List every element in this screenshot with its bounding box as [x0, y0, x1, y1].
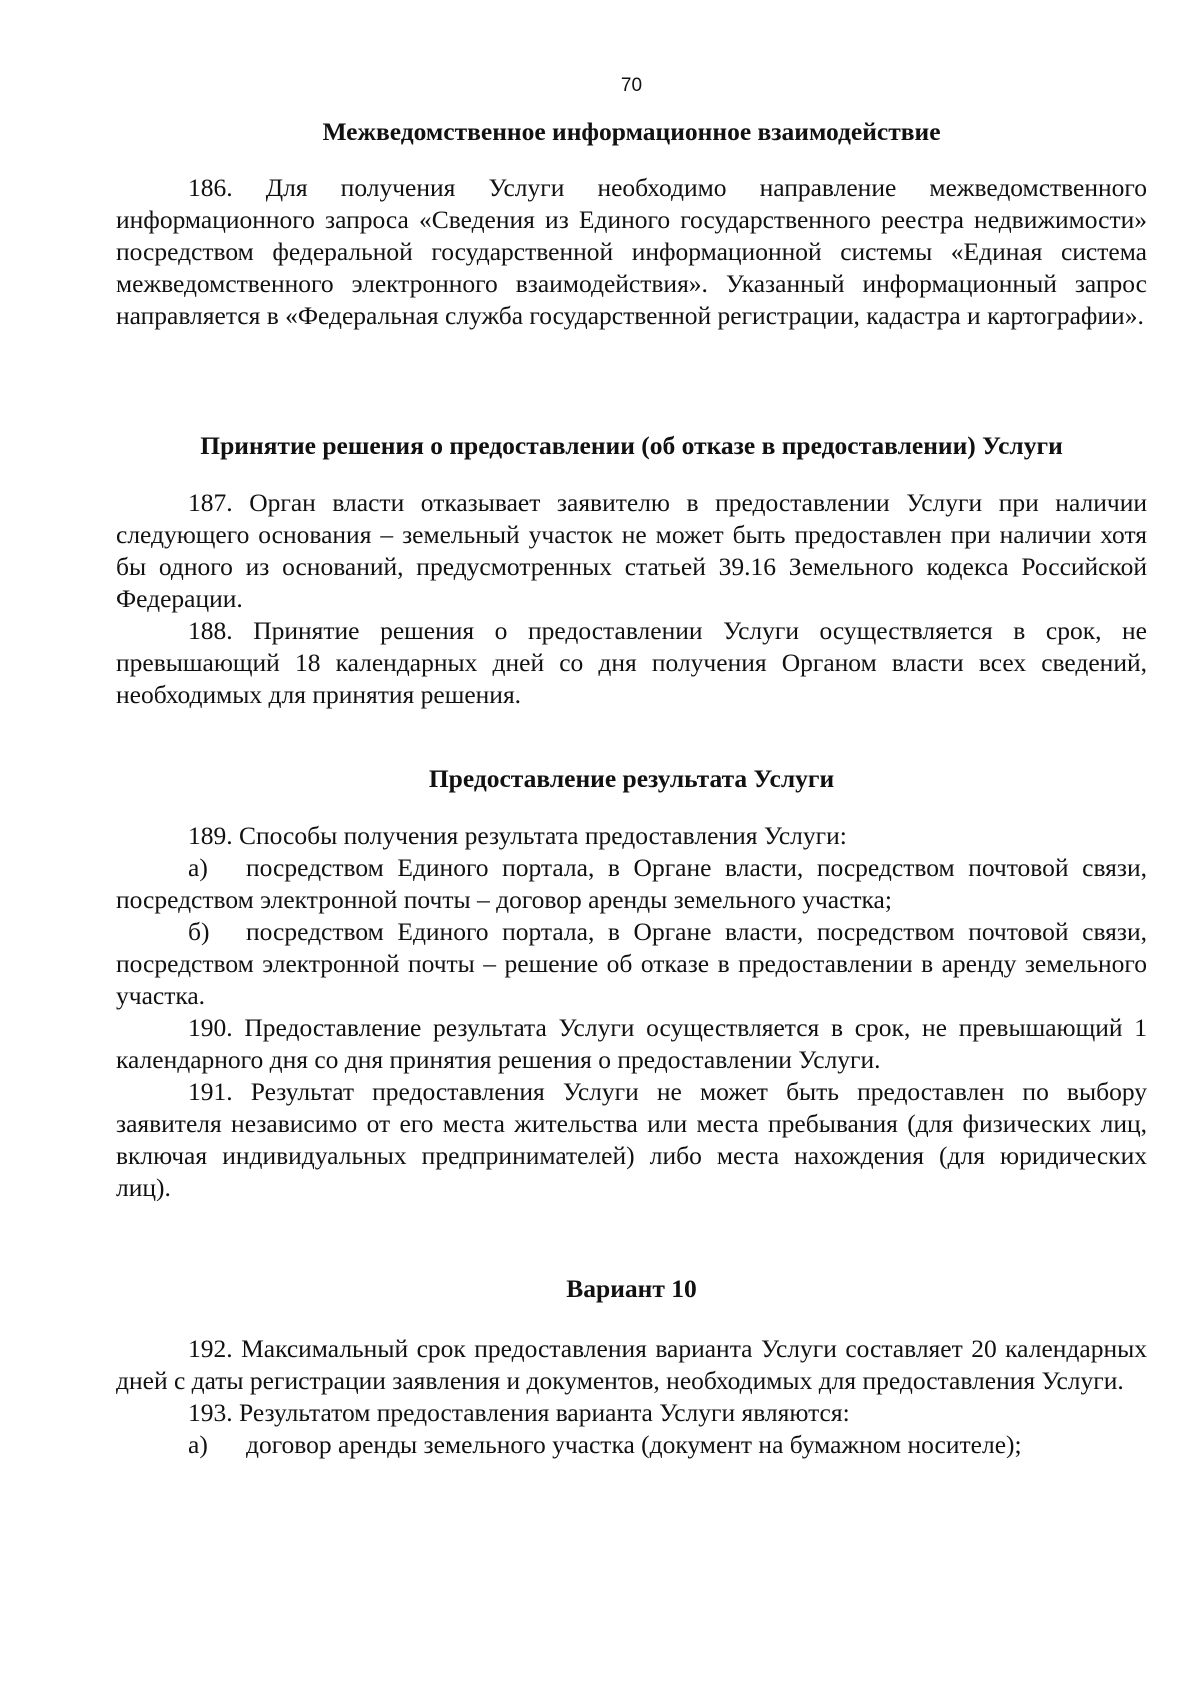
list-marker: а) — [188, 853, 208, 882]
paragraph-190: 190. Предоставление результата Услуги осуществляется в срок, не превышающий 1 календарного дня со дня принятия решения о предоставлении Услуги. — [116, 1013, 1147, 1074]
section-body-interagency — [116, 172, 1147, 332]
list-item-text: посредством Единого портала, в Органе власти, посредством почтовой связи, посредством электронной почты – договор аренды земельного участка; — [116, 853, 1147, 914]
list-marker: а) — [188, 1430, 208, 1459]
section-heading-result: Предоставление результата Услуги — [428, 764, 835, 793]
section-heading-interagency: Межведомственное информационное взаимодействие — [322, 117, 941, 146]
paragraph-193: 193. Результатом предоставления варианта Услуги являются: — [188, 1398, 850, 1427]
paragraph-186: 186. Для получения Услуги необходимо направление межведомственного информационного запроса «Сведения из Единого государственного реестра недвижимости» посредством федеральной государственной информационной системы «Единая система межведомственного электронного взаимодействия». Указанный информационный запрос направляется в «Федеральная служба государственной регистрации, кадастра и картографии». — [116, 173, 1147, 330]
list-item-text: посредством Единого портала, в Органе власти, посредством почтовой связи, посредством электронной почты – решение об отказе в предоставлении в аренду земельного участка. — [116, 917, 1147, 1010]
list-item-text: договор аренды земельного участка (документ на бумажном носителе); — [246, 1430, 1022, 1459]
paragraph-192: 192. Максимальный срок предоставления варианта Услуги составляет 20 календарных дней с даты регистрации заявления и документов, необходимых для предоставления Услуги. — [116, 1334, 1147, 1395]
paragraph-189: 189. Способы получения результата предоставления Услуги: — [188, 821, 847, 850]
section-body-result — [116, 820, 1147, 1204]
section-heading-variant-10: Вариант 10 — [566, 1274, 697, 1303]
list-marker: б) — [188, 917, 210, 946]
list-item-result-a — [116, 852, 1147, 916]
section-body-decision — [116, 487, 1147, 711]
paragraph-188: 188. Принятие решения о предоставлении Услуги осуществляется в срок, не превышающий 18 календарных дней со дня получения Органом власти всех сведений, необходимых для принятия решения. — [116, 616, 1147, 709]
section-body-variant-10 — [116, 1333, 1147, 1461]
list-item-result-b — [116, 916, 1147, 1012]
paragraph-191: 191. Результат предоставления Услуги не может быть предоставлен по выбору заявителя независимо от его места жительства или места пребывания (для физических лиц, включая индивидуальных предпринимателей) либо места нахождения (для юридических лиц). — [116, 1077, 1147, 1202]
paragraph-187: 187. Орган власти отказывает заявителю в предоставлении Услуги при наличии следующего основания – земельный участок не может быть предоставлен при наличии хотя бы одного из оснований, предусмотренных статьей 39.16 Земельного кодекса Российской Федерации. — [116, 488, 1147, 613]
section-heading-decision: Принятие решения о предоставлении (об отказе в предоставлении) Услуги — [200, 431, 1063, 460]
page-number: 70 — [620, 75, 643, 96]
list-item-variant-a — [116, 1429, 1147, 1461]
